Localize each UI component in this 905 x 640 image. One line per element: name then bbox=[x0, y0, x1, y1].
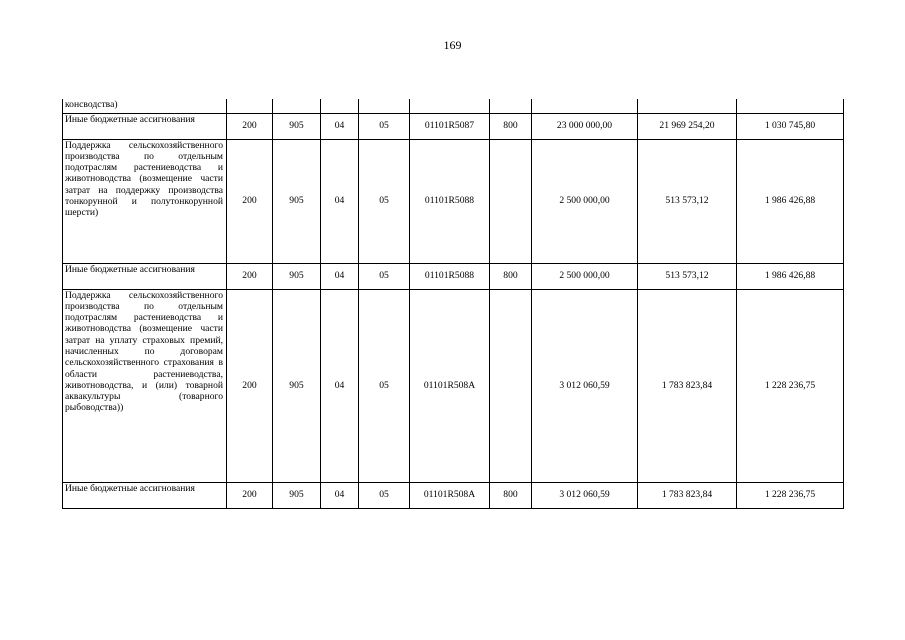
cell-subsection: 04 bbox=[321, 289, 359, 482]
cell-extra: 1 228 236,75 bbox=[737, 289, 844, 482]
cell-subsection: 04 bbox=[321, 263, 359, 289]
budget-table bbox=[62, 99, 844, 509]
cell-subsection bbox=[321, 99, 359, 113]
cell-remaining bbox=[638, 99, 737, 113]
cell-subsection: 04 bbox=[321, 482, 359, 508]
cell-expense: 01101R508A bbox=[410, 482, 490, 508]
cell-approved bbox=[490, 139, 532, 263]
cell-expense bbox=[410, 99, 490, 113]
cell-approved: 800 bbox=[490, 263, 532, 289]
cell-extra: 1 986 426,88 bbox=[737, 263, 844, 289]
cell-target: 05 bbox=[359, 482, 410, 508]
cell-executed bbox=[532, 99, 638, 113]
cell-ministry: 200 bbox=[227, 289, 273, 482]
cell-remaining: 513 573,12 bbox=[638, 263, 737, 289]
cell-expense: 01101R508A bbox=[410, 289, 490, 482]
table-row bbox=[63, 113, 844, 139]
cell-executed: 3 012 060,59 bbox=[532, 289, 638, 482]
cell-approved: 800 bbox=[490, 113, 532, 139]
table-row bbox=[63, 263, 844, 289]
cell-executed: 3 012 060,59 bbox=[532, 482, 638, 508]
cell-executed: 2 500 000,00 bbox=[532, 263, 638, 289]
cell-remaining: 1 783 823,84 bbox=[638, 482, 737, 508]
cell-approved: 800 bbox=[490, 482, 532, 508]
cell-ministry: 200 bbox=[227, 139, 273, 263]
cell-section: 905 bbox=[273, 113, 321, 139]
table-row bbox=[63, 289, 844, 482]
cell-section: 905 bbox=[273, 139, 321, 263]
cell-subsection: 04 bbox=[321, 139, 359, 263]
row-name: Поддержка сельскохозяйственного производства по отдельным подотраслям растениеводства и животноводства (возмещение части затрат на поддержку производства тонкорунной и полутонкорунной шерсти) bbox=[63, 139, 227, 263]
cell-section bbox=[273, 99, 321, 113]
cell-section: 905 bbox=[273, 263, 321, 289]
cell-approved bbox=[490, 289, 532, 482]
cell-ministry: 200 bbox=[227, 113, 273, 139]
cell-target: 05 bbox=[359, 263, 410, 289]
cell-extra: 1 030 745,80 bbox=[737, 113, 844, 139]
cell-expense: 01101R5088 bbox=[410, 263, 490, 289]
cell-section: 905 bbox=[273, 289, 321, 482]
page-number: 169 bbox=[443, 38, 462, 52]
cell-target: 05 bbox=[359, 289, 410, 482]
cell-ministry: 200 bbox=[227, 263, 273, 289]
cell-remaining: 21 969 254,20 bbox=[638, 113, 737, 139]
cell-remaining: 513 573,12 bbox=[638, 139, 737, 263]
cell-extra: 1 986 426,88 bbox=[737, 139, 844, 263]
row-name: консводства) bbox=[63, 99, 227, 113]
table-row bbox=[63, 139, 844, 263]
cell-executed: 2 500 000,00 bbox=[532, 139, 638, 263]
table-row bbox=[63, 99, 844, 113]
cell-extra: 1 228 236,75 bbox=[737, 482, 844, 508]
cell-extra bbox=[737, 99, 844, 113]
cell-target bbox=[359, 99, 410, 113]
cell-approved bbox=[490, 99, 532, 113]
cell-expense: 01101R5088 bbox=[410, 139, 490, 263]
cell-ministry bbox=[227, 99, 273, 113]
row-name: Иные бюджетные ассигнования bbox=[63, 482, 227, 508]
cell-executed: 23 000 000,00 bbox=[532, 113, 638, 139]
cell-expense: 01101R5087 bbox=[410, 113, 490, 139]
cell-section: 905 bbox=[273, 482, 321, 508]
cell-target: 05 bbox=[359, 113, 410, 139]
table-row bbox=[63, 482, 844, 508]
cell-ministry: 200 bbox=[227, 482, 273, 508]
cell-remaining: 1 783 823,84 bbox=[638, 289, 737, 482]
row-name: Поддержка сельскохозяйственного производства по отдельным подотраслям растениеводства и животноводства (возмещение части затрат на уплату страховых премий, начисленных по договорам сельскохозяйственного страхования в области растениеводства, животноводства, и (или) товарной аквакультуры (товарного рыбоводства)) bbox=[63, 289, 227, 482]
cell-target: 05 bbox=[359, 139, 410, 263]
cell-subsection: 04 bbox=[321, 113, 359, 139]
row-name: Иные бюджетные ассигнования bbox=[63, 263, 227, 289]
row-name: Иные бюджетные ассигнования bbox=[63, 113, 227, 139]
